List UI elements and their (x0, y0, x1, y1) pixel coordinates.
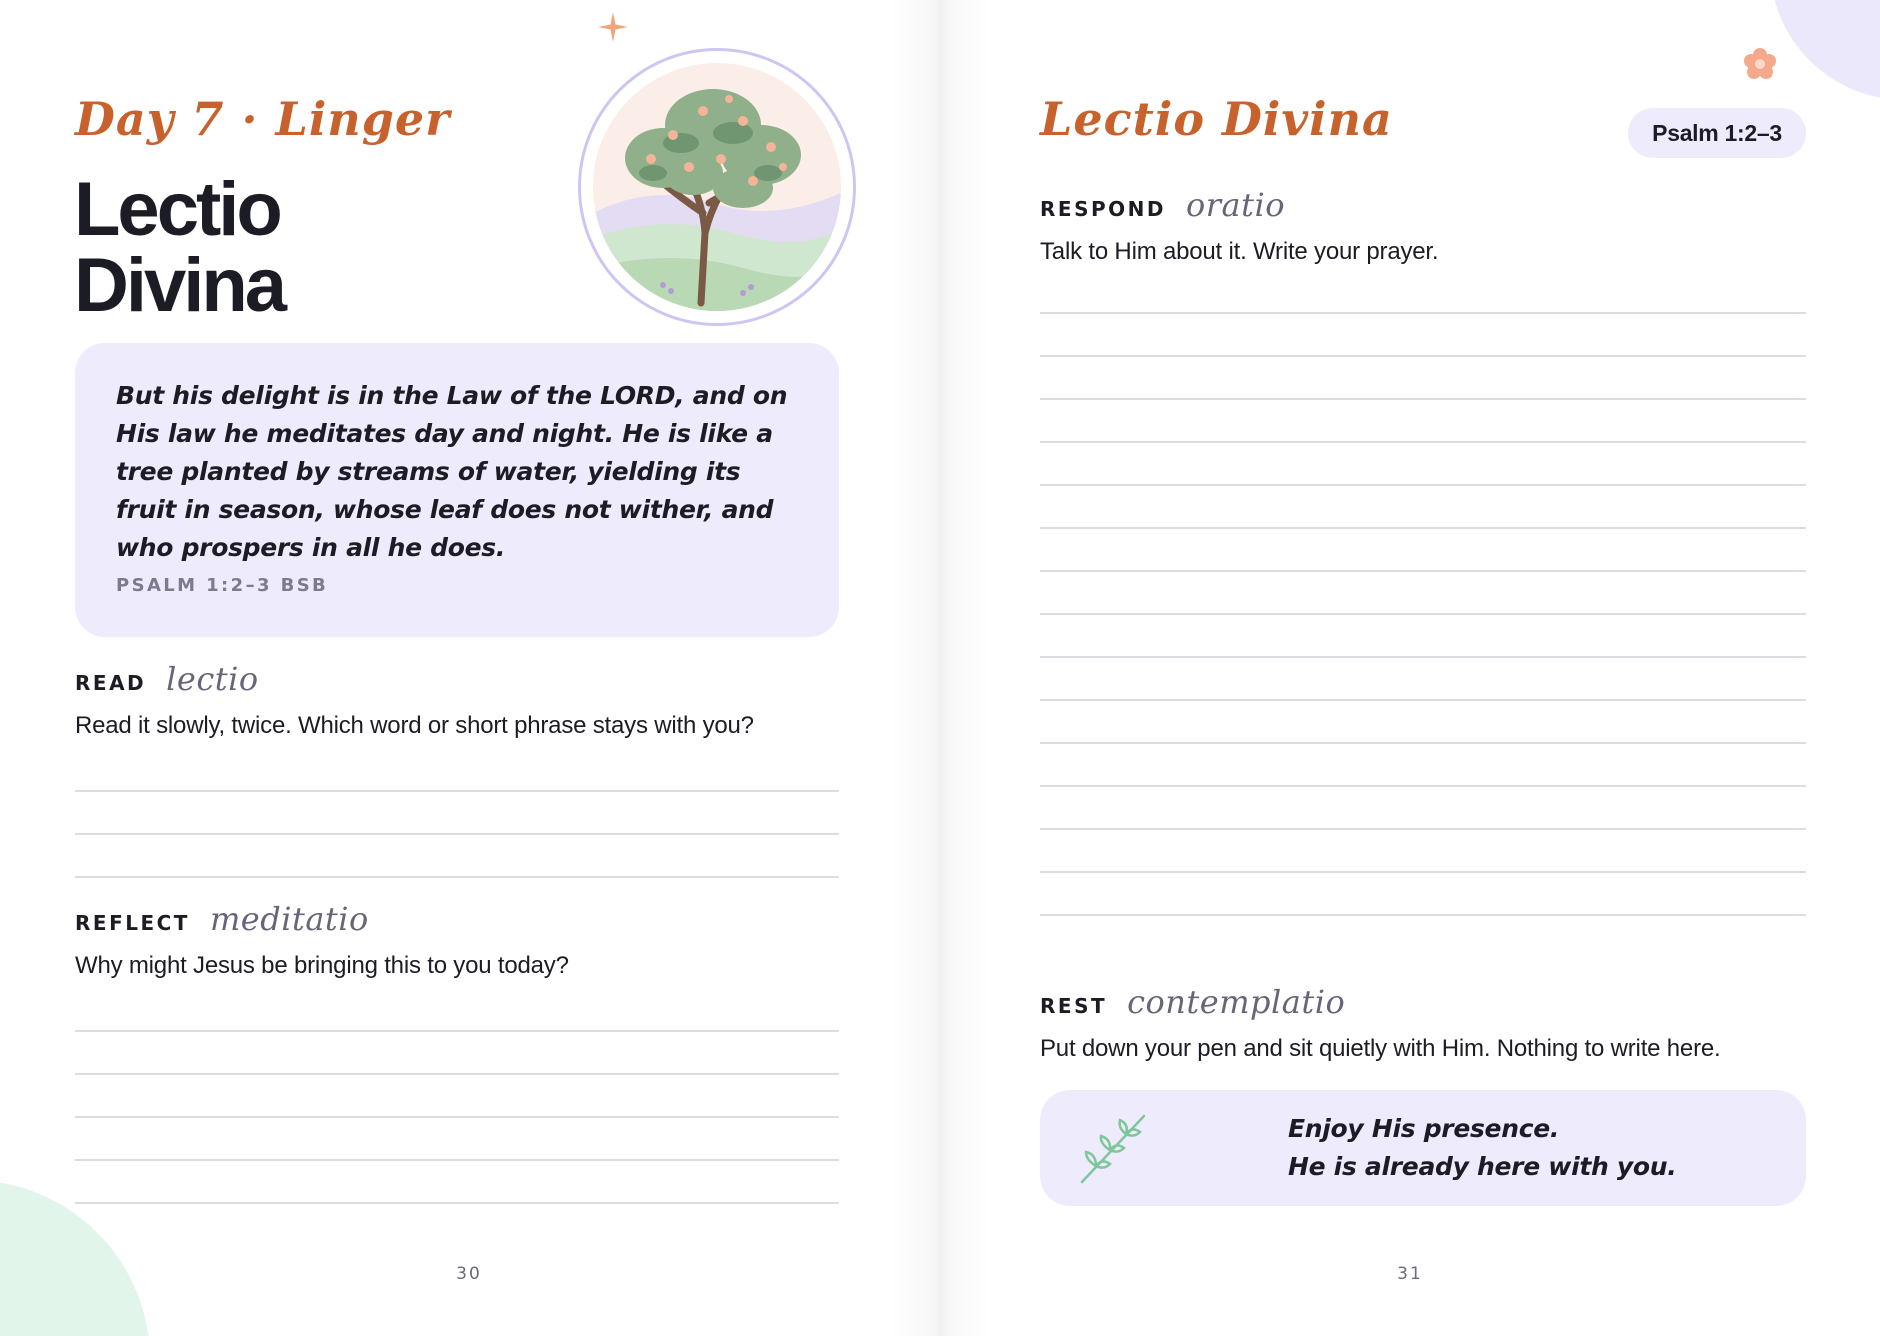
tree-illustration (593, 63, 841, 311)
read-prompt: Read it slowly, twice. Which word or short phrase stays with you? (75, 712, 754, 739)
decorative-lavender-circle (1770, 0, 1880, 100)
tree-medallion (578, 48, 856, 326)
writing-line[interactable] (1040, 441, 1806, 443)
scripture-reference: PSALM 1:2–3 BSB (116, 575, 329, 596)
reflect-section (75, 900, 839, 980)
writing-line[interactable] (1040, 355, 1806, 357)
writing-line[interactable] (1040, 398, 1806, 400)
page-number: 31 (1397, 1264, 1423, 1284)
read-label: READ (75, 671, 147, 695)
writing-line[interactable] (75, 790, 839, 792)
writing-line[interactable] (1040, 613, 1806, 615)
scripture-text: But his delight is in the Law of the LORD, and on His law he meditates day and night. He is like a tree planted by streams of water, yielding its fruit in season, whose leaf does not wither, and who prospers in all he does. (116, 381, 788, 562)
writing-line[interactable] (1040, 742, 1806, 744)
rest-prompt: Put down your pen and sit quietly with Him. Nothing to write here. (1040, 1035, 1721, 1062)
writing-line[interactable] (1040, 656, 1806, 658)
writing-line[interactable] (1040, 914, 1806, 916)
sparkle-icon (598, 12, 628, 50)
writing-line[interactable] (1040, 828, 1806, 830)
rest-card-line-2: He is already here with you. (1288, 1152, 1677, 1181)
right-page-title: Lectio Divina (1040, 92, 1393, 146)
writing-line[interactable] (1040, 484, 1806, 486)
writing-line[interactable] (75, 1202, 839, 1204)
reflect-label: REFLECT (75, 911, 190, 935)
title-line-1: Lectio (74, 167, 280, 252)
writing-line[interactable] (75, 1159, 839, 1161)
rest-latin: contemplatio (1127, 983, 1346, 1021)
rest-section (1040, 983, 1806, 1063)
page-title (74, 167, 285, 328)
right-page (940, 0, 1880, 1336)
respond-section (1040, 186, 1806, 266)
writing-line[interactable] (1040, 699, 1806, 701)
respond-prompt: Talk to Him about it. Write your prayer. (1040, 238, 1439, 265)
respond-label: RESPOND (1040, 197, 1166, 221)
rest-card (1040, 1090, 1806, 1206)
writing-line[interactable] (1040, 570, 1806, 572)
writing-line[interactable] (1040, 527, 1806, 529)
writing-line[interactable] (75, 876, 839, 878)
rest-label: REST (1040, 994, 1108, 1018)
leaf-sprig-icon (1074, 1108, 1154, 1193)
rest-card-message (1288, 1110, 1676, 1186)
writing-line[interactable] (75, 833, 839, 835)
page-number: 30 (456, 1264, 482, 1284)
reflect-writing-lines[interactable] (75, 1030, 839, 1204)
writing-line[interactable] (1040, 871, 1806, 873)
respond-writing-lines[interactable] (1040, 312, 1806, 916)
passage-pill: Psalm 1:2–3 (1628, 108, 1806, 158)
read-section (75, 660, 839, 740)
read-writing-lines[interactable] (75, 790, 839, 878)
writing-line[interactable] (75, 1030, 839, 1032)
reflect-latin: meditatio (209, 900, 369, 938)
rest-card-line-1: Enjoy His presence. (1288, 1114, 1560, 1143)
writing-line[interactable] (1040, 785, 1806, 787)
title-line-2: Divina (74, 243, 285, 328)
scripture-card (75, 343, 839, 637)
day-eyebrow: Day 7 · Linger (75, 92, 451, 146)
reflect-prompt: Why might Jesus be bringing this to you today? (75, 952, 569, 979)
flower-icon (1743, 47, 1777, 86)
writing-line[interactable] (75, 1116, 839, 1118)
respond-latin: oratio (1185, 186, 1285, 224)
writing-line[interactable] (1040, 312, 1806, 314)
writing-line[interactable] (75, 1073, 839, 1075)
read-latin: lectio (166, 660, 259, 698)
